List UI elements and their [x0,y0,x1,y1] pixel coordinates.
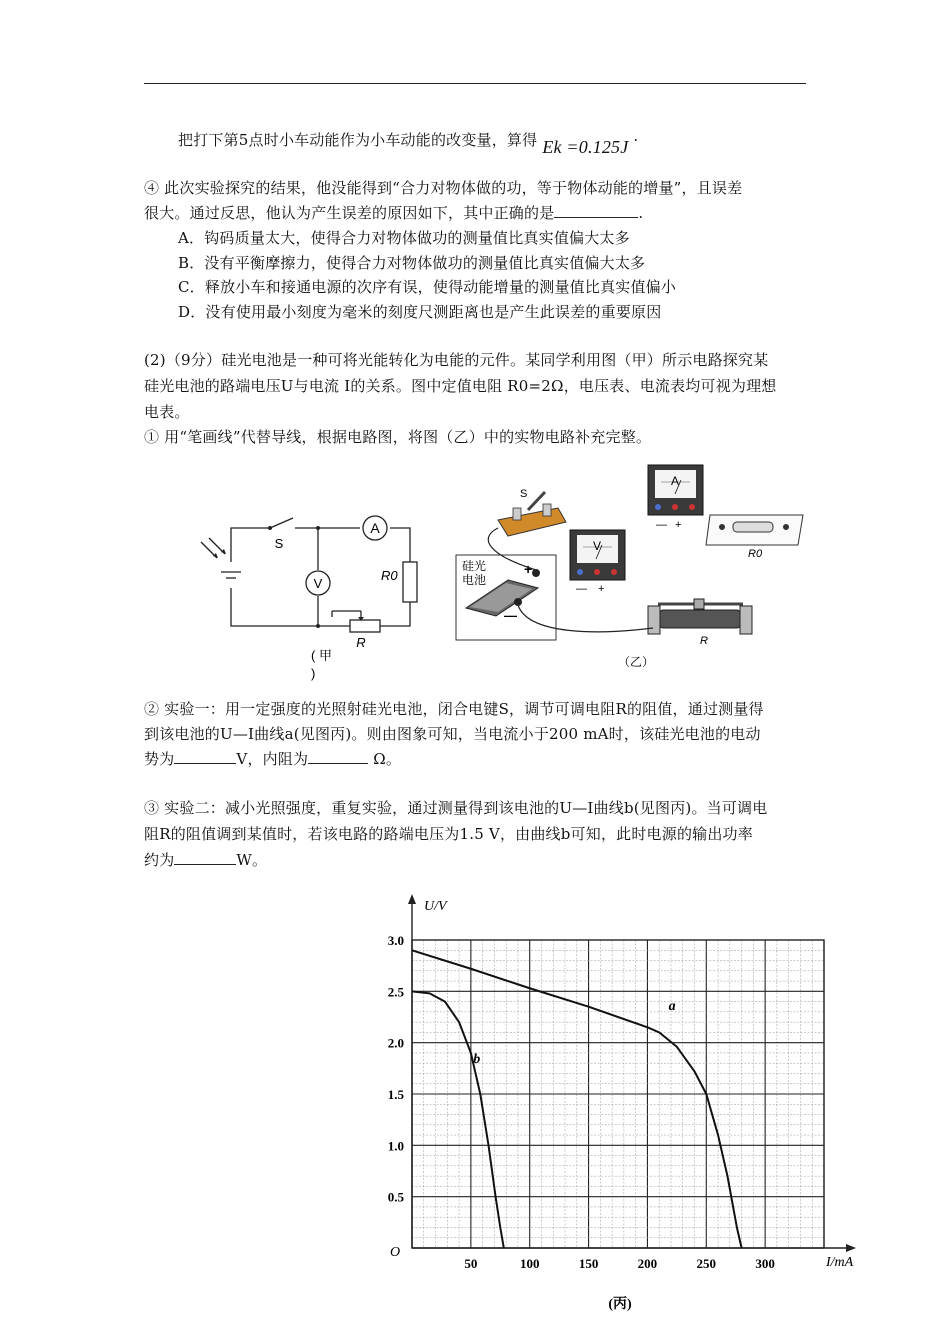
exp2-line-3: 约为 W。 [144,851,268,869]
answer-blank-power[interactable] [174,849,236,865]
figure-jia-caption: ( 甲 [311,648,332,663]
figure-bing-ui-graph [370,890,870,1330]
series-label-a: a [668,998,676,1014]
figure-jia-circuit [195,500,435,690]
switch-label: S [274,536,284,551]
origin-label: O [390,1245,401,1260]
y-tick-label: 2.5 [387,984,404,1000]
series-label-b: b [473,1052,481,1068]
y-tick-label: 0.5 [387,1189,404,1205]
y-axis-arrow [408,894,416,904]
exp1-line-1: ② 实验一：用一定强度的光照射硅光电池，闭合电键S，调节可调电阻R的阻值，通过测量得 [144,700,764,718]
answer-blank-resistance[interactable] [308,748,368,764]
rheostat-label: R [700,635,708,647]
kinetic-energy-formula: Ek =0.125J [542,137,629,157]
voltmeter-label: V [313,576,323,591]
answer-blank-emf[interactable] [174,748,236,764]
exp2-line-2: 阻R的阻值调到某值时，若该电路的路端电压为1.5 V，由曲线b可知，此时电源的输出功率 [144,825,753,843]
answer-blank-q4[interactable] [554,202,638,218]
svg-text:—: — [576,583,587,595]
r0-device [706,515,803,560]
q4-option-a: A．钩码质量太大，使得合力对物体做功的测量值比真实值偏大太多 [178,229,630,247]
switch-device [498,488,566,536]
x-tick-label: 300 [755,1256,775,1271]
ammeter-device [648,465,703,531]
ammeter-device-label: A [670,474,680,488]
y-tick-label: 1.5 [387,1087,404,1102]
r0-label: R0 [381,568,398,583]
x-tick-label: 100 [519,1256,540,1271]
y-axis-label: U/V [424,899,447,914]
silicon-cell-label-2: 电池 [462,573,487,587]
y-tick-label: 1.0 [387,1138,404,1154]
x-tick-label: 150 [578,1256,599,1271]
y-tick-label: 2.0 [387,1035,404,1051]
svg-text:+: + [524,561,533,577]
figure-yi-apparatus [448,460,808,675]
q2-line-3: 电表。 [144,403,190,421]
series-curve-b [412,991,504,1248]
svg-text:+: + [598,583,605,595]
r0-device-label: R0 [748,548,763,560]
x-axis-arrow [846,1244,856,1252]
silicon-cell-label-1: 硅光 [462,559,487,573]
kinetic-energy-statement: 把打下第5点时小车动能作为小车动能的改变量，算得 Ek =0.125J . [178,127,639,157]
q4-line-2: 很大。通过反思，他认为产生误差的原因如下，其中正确的是 . [144,204,644,222]
x-tick-label: 250 [696,1256,717,1271]
rheostat-device [648,599,752,647]
y-tick-label: 3.0 [387,933,404,948]
svg-text:—: — [656,519,667,531]
svg-text:—: — [504,608,517,623]
figure-bing-caption: (丙) [608,1297,632,1312]
voltmeter-device [570,530,625,595]
switch-device-label: S [520,488,528,500]
silicon-cell-device [456,555,556,640]
ammeter-label: A [370,520,380,536]
q4-line-1: ④ 此次实验探究的结果，他没能得到“合力对物体做的功，等于物体动能的增量”，且误差 [144,179,743,197]
exp1-line-2: 到该电池的U—I曲线a(见图丙)。则由图象可知，当电流小于200 mA时，该硅光电池的电动 [144,725,761,743]
voltmeter-device-label: V [592,539,602,553]
q4-option-c: C．释放小车和接通电源的次序有误，使得动能增量的测量值比真实值偏小 [178,278,677,296]
header-rule [144,83,806,84]
q4-option-b: B．没有平衡摩擦力，使得合力对物体做功的测量值比真实值偏大太多 [178,254,646,272]
q2-line-1: (2)（9分）硅光电池是一种可将光能转化为电能的元件。某同学利用图（甲）所示电路探究某 [144,351,769,369]
r-label: R [356,635,366,650]
q2-line-2: 硅光电池的路端电压U与电流 I的关系。图中定值电阻 R0=2Ω，电压表、电流表均可视为理想 [144,377,777,395]
figure-jia-caption-close: ) [311,666,316,681]
q2-sub-1: ① 用“笔画线”代替导线，根据电路图，将图（乙）中的实物电路补充完整。 [144,428,652,446]
exp2-line-1: ③ 实验二：减小光照强度，重复实验，通过测量得到该电池的U—I曲线b(见图丙)。当可调电 [144,799,768,817]
q4-option-d: D．没有使用最小刻度为毫米的刻度尺测距离也是产生此误差的重要原因 [178,303,662,321]
x-axis-label: I/mA [826,1255,854,1270]
exp1-line-3: 势为 V，内阻为 Ω。 [144,750,402,768]
x-tick-label: 200 [637,1256,658,1271]
svg-text:+: + [675,519,682,531]
figure-yi-caption: （乙） [618,655,655,669]
x-tick-label: 50 [464,1256,478,1271]
